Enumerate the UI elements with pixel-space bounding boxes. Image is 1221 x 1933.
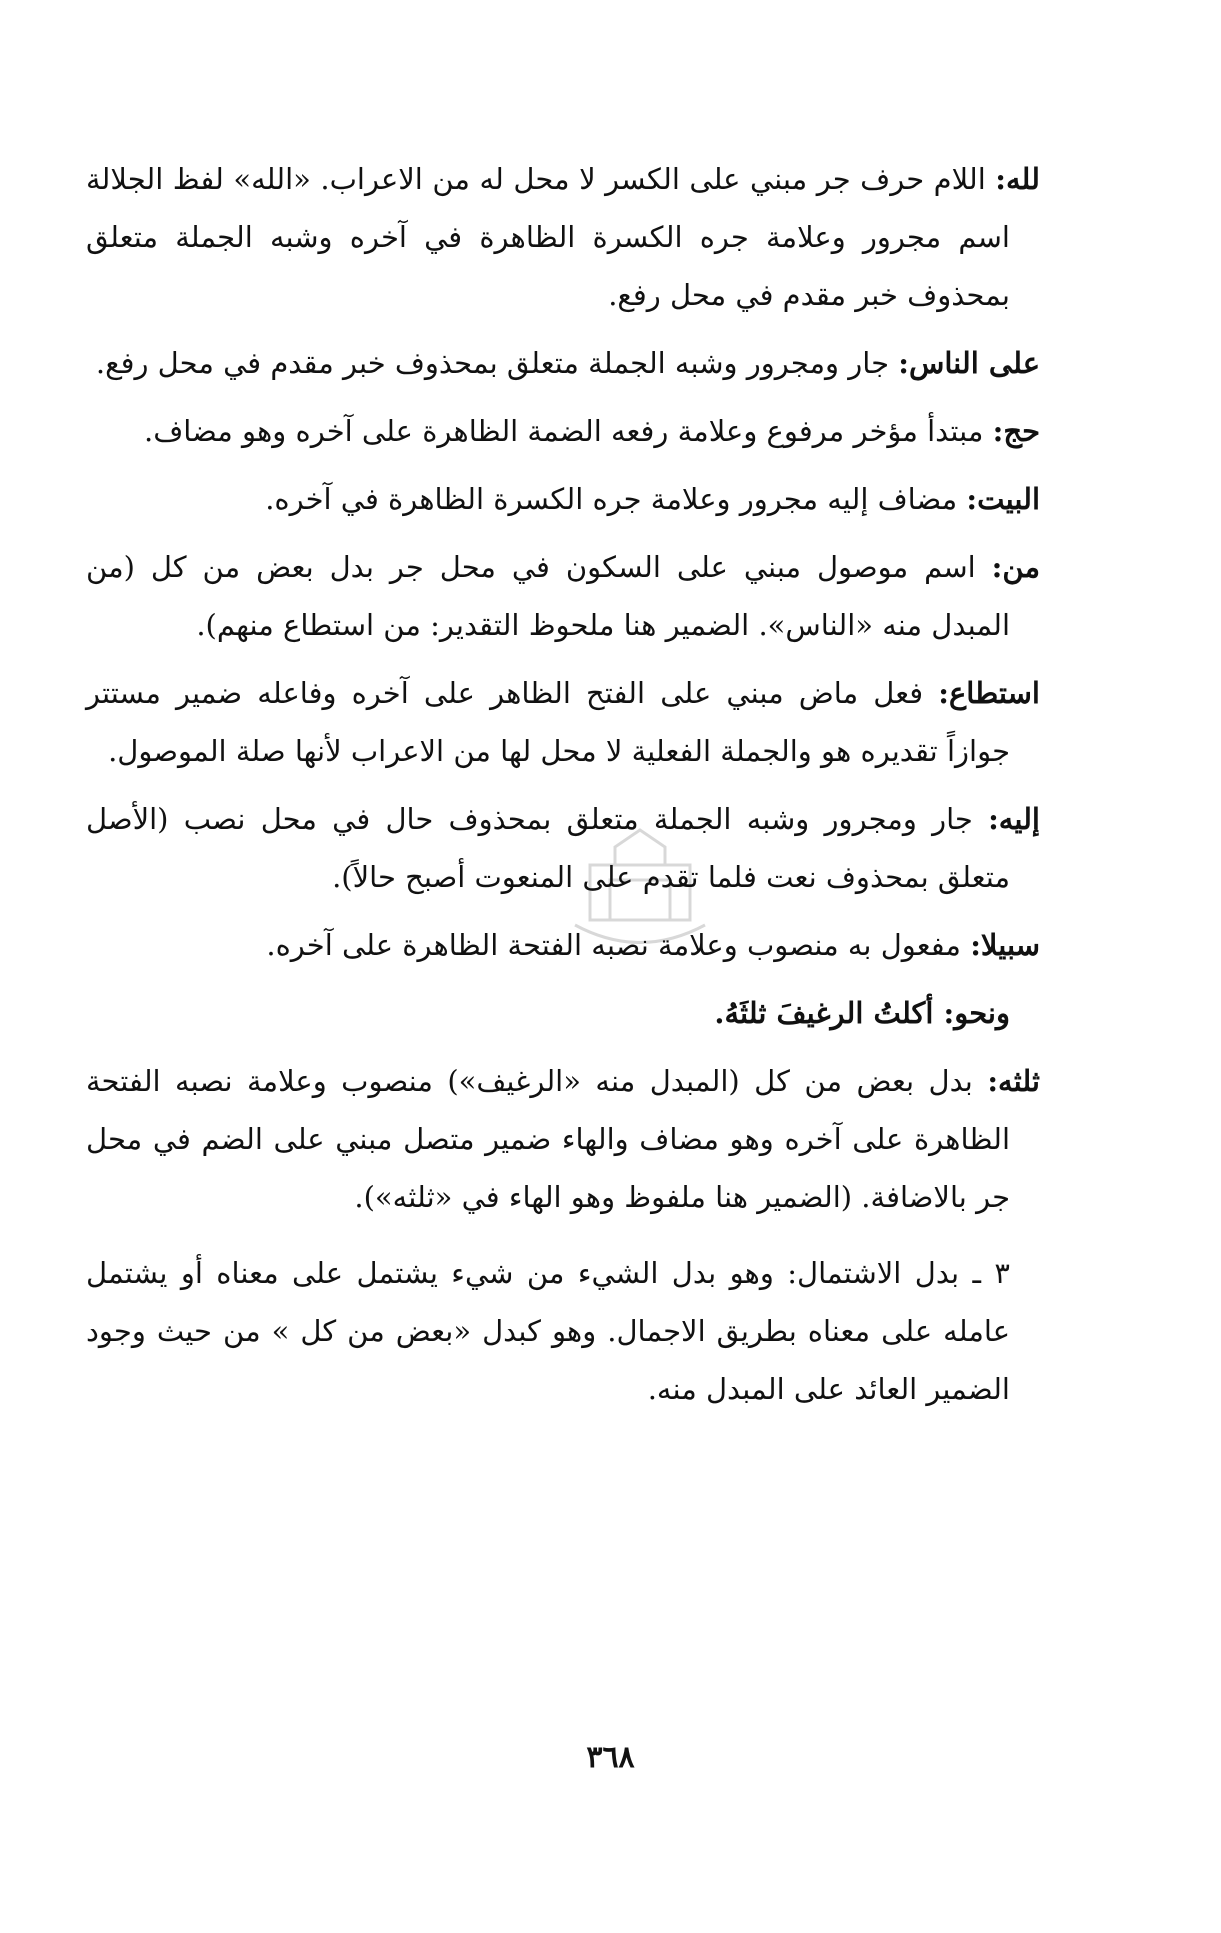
entry-hajj <box>86 402 1040 460</box>
entry-head: ثلثه: <box>987 1064 1040 1098</box>
entry-lillah <box>86 150 1040 324</box>
entry-body: بدل بعض من كل (المبدل منه «الرغيف») منصوب وعلامة نصبه الفتحة الظاهرة على آخره وهو مضاف والهاء ضمير متصل مبني على الضم في محل جر بالاضافة. (الضمير هنا ملفوظ وهو الهاء في «ثلثه»). <box>86 1064 1010 1214</box>
entry-head: إليه: <box>988 802 1040 836</box>
entry-head: على الناس: <box>898 346 1040 380</box>
entry-body: جار ومجرور وشبه الجملة متعلق بمحذوف حال في محل نصب (الأصل متعلق بمحذوف نعت فلما تقدم على المنعوت أصبح حالاً). <box>86 802 1010 894</box>
example-sentence: ونحو: أكلتُ الرغيفَ ثلثَهُ. <box>714 996 1010 1030</box>
entry-body: مضاف إليه مجرور وعلامة جره الكسرة الظاهرة في آخره. <box>265 482 967 516</box>
entry-man <box>86 538 1040 654</box>
entry-body: اسم موصول مبني على السكون في محل جر بدل بعض من كل (من المبدل منه «الناس». الضمير هنا ملحوظ التقدير: من استطاع منهم). <box>86 550 1010 642</box>
text-body <box>86 150 1040 1428</box>
entry-ala-alnas <box>86 334 1040 392</box>
entry-ilayh <box>86 790 1040 906</box>
entry-head: من: <box>991 550 1040 584</box>
entry-body: جار ومجرور وشبه الجملة متعلق بمحذوف خبر مقدم في محل رفع. <box>95 346 899 380</box>
entry-head: حج: <box>992 414 1040 448</box>
page-number: ٣٦٨ <box>586 1740 635 1775</box>
entry-head: لله: <box>995 162 1040 196</box>
entry-head: استطاع: <box>938 676 1040 710</box>
section-badal-ishtimal: ٣ ـ بدل الاشتمال: وهو بدل الشيء من شيء يشتمل على معناه أو يشتمل عامله على معناه بطريق الاجمال. وهو كبدل «بعض من كل » من حيث وجود الضمير العائد على المبدل منه. <box>86 1256 1010 1406</box>
entry-sabila <box>86 916 1040 974</box>
entry-head: البيت: <box>966 482 1040 516</box>
entry-istataa <box>86 664 1040 780</box>
entry-body: مفعول به منصوب وعلامة نصبه الفتحة الظاهرة على آخره. <box>266 928 971 962</box>
entry-body: مبتدأ مؤخر مرفوع وعلامة رفعه الضمة الظاهرة على آخره وهو مضاف. <box>144 414 993 448</box>
entry-albayt <box>86 470 1040 528</box>
entry-head: سبيلا: <box>970 928 1040 962</box>
entry-body: اللام حرف جر مبني على الكسر لا محل له من الاعراب. «الله» لفظ الجلالة اسم مجرور وعلامة جره الكسرة الظاهرة في آخره وشبه الجملة متعلق بمحذوف خبر مقدم في محل رفع. <box>86 162 1010 312</box>
entry-thulthuh <box>86 1052 1040 1226</box>
entry-body: فعل ماض مبني على الفتح الظاهر على آخره وفاعله ضمير مستتر جوازاً تقديره هو والجملة الفعلية لا محل لها من الاعراب لأنها صلة الموصول. <box>86 676 1010 768</box>
